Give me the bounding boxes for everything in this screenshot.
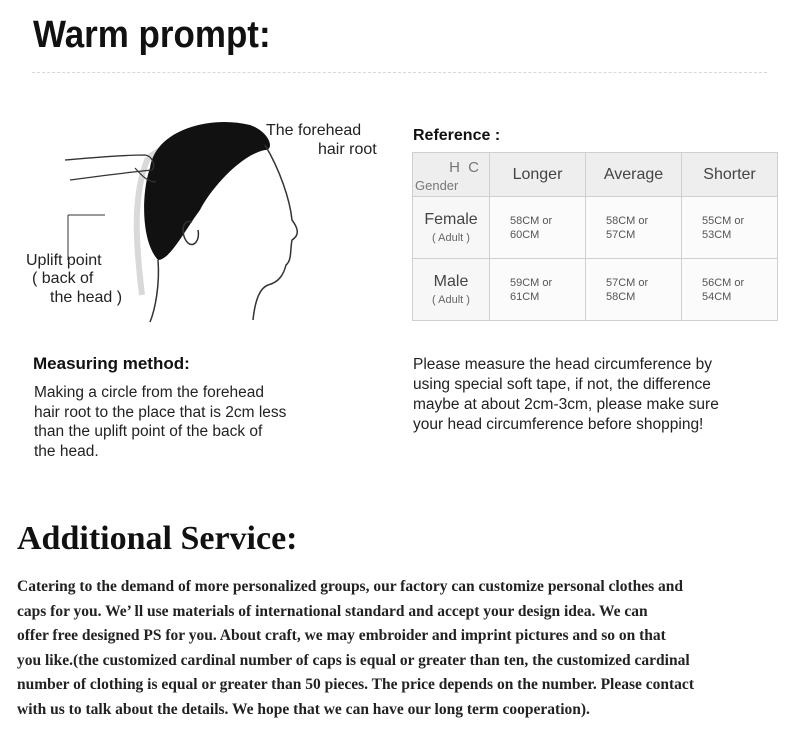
value-line: 57CM or — [606, 276, 649, 289]
measuring-method-text — [34, 383, 334, 461]
gender-sub: ( Adult ) — [432, 294, 470, 306]
table-row-female — [413, 197, 778, 259]
hc-gender-header — [413, 153, 490, 197]
value-cell — [586, 197, 682, 259]
value-line: 54CM — [702, 290, 732, 303]
value-line: 58CM or — [510, 214, 553, 227]
measuring-method-title: Measuring method: — [33, 354, 190, 373]
column-header-average: Average — [586, 153, 682, 197]
service-line: you like.(the customized cardinal number of caps is equal or greater than ten, the customized cardinal — [17, 651, 690, 669]
value-line: 60CM — [510, 228, 540, 241]
gender-cell-male — [413, 259, 490, 321]
service-line: number of clothing is equal or greater than 50 pieces. The price depends on the number. Please contact — [17, 676, 694, 694]
service-line: offer free designed PS for you. About craft, we may embroider and imprint pictures and so on that — [17, 627, 666, 645]
measuring-line: Making a circle from the forehead — [34, 384, 265, 401]
note-line: your head circumference before shopping! — [413, 416, 704, 433]
gender-name: Female — [424, 211, 478, 228]
hair-shape — [144, 122, 270, 260]
gender-sub: ( Adult ) — [432, 232, 470, 244]
table-row-male — [413, 259, 778, 321]
label-forehead-1: The forehead — [266, 122, 362, 139]
gender-label: Gender — [415, 178, 459, 193]
table-header-row — [413, 153, 778, 197]
gender-name: Male — [433, 273, 469, 290]
value-cell — [586, 259, 682, 321]
additional-service-title: Additional Service: — [17, 520, 298, 557]
note-line: Please measure the head circumference by — [413, 356, 712, 373]
hc-label: H C — [449, 159, 481, 176]
face-outline — [253, 145, 297, 320]
value-line: 55CM or — [702, 214, 745, 227]
measuring-line: hair root to the place that is 2cm less — [34, 403, 287, 421]
additional-service-text — [17, 575, 787, 723]
page-title: Warm prompt: — [33, 14, 271, 56]
label-uplift-2: ( back of — [32, 270, 94, 287]
value-line: 58CM — [606, 290, 636, 303]
service-line: caps for you. We’ ll use materials of international standard and accept your design idea. We can — [17, 602, 648, 620]
measuring-line: than the uplift point of the back of — [34, 423, 263, 440]
service-line: with us to talk about the details. We hope that we can have our long term cooperation). — [17, 700, 590, 718]
note-line: using special soft tape, if not, the difference — [413, 376, 711, 393]
column-header-longer: Longer — [490, 153, 586, 197]
value-line: 56CM or — [702, 276, 745, 289]
measuring-line: the head. — [34, 442, 99, 460]
value-cell — [682, 259, 778, 321]
title-divider — [32, 72, 767, 73]
value-cell — [682, 197, 778, 259]
label-uplift-3: the head ) — [50, 289, 123, 306]
value-cell — [490, 197, 586, 259]
note-line: maybe at about 2cm-3cm, please make sure — [413, 396, 719, 413]
value-line: 58CM or — [606, 214, 649, 227]
label-forehead-2: hair root — [318, 141, 377, 158]
reference-title: Reference : — [413, 127, 501, 144]
service-line: Catering to the demand of more personalized groups, our factory can customize personal clothes and — [17, 578, 684, 595]
value-line: 59CM or — [510, 276, 553, 289]
measure-note — [413, 355, 773, 435]
neck-outline — [150, 260, 158, 322]
gender-cell-female — [413, 197, 490, 259]
value-line: 61CM — [510, 290, 540, 303]
reference-table — [412, 152, 778, 321]
column-header-shorter: Shorter — [682, 153, 778, 197]
value-line: 57CM — [606, 228, 636, 241]
value-line: 53CM — [702, 228, 732, 241]
label-uplift-1: Uplift point — [26, 252, 102, 269]
value-cell — [490, 259, 586, 321]
